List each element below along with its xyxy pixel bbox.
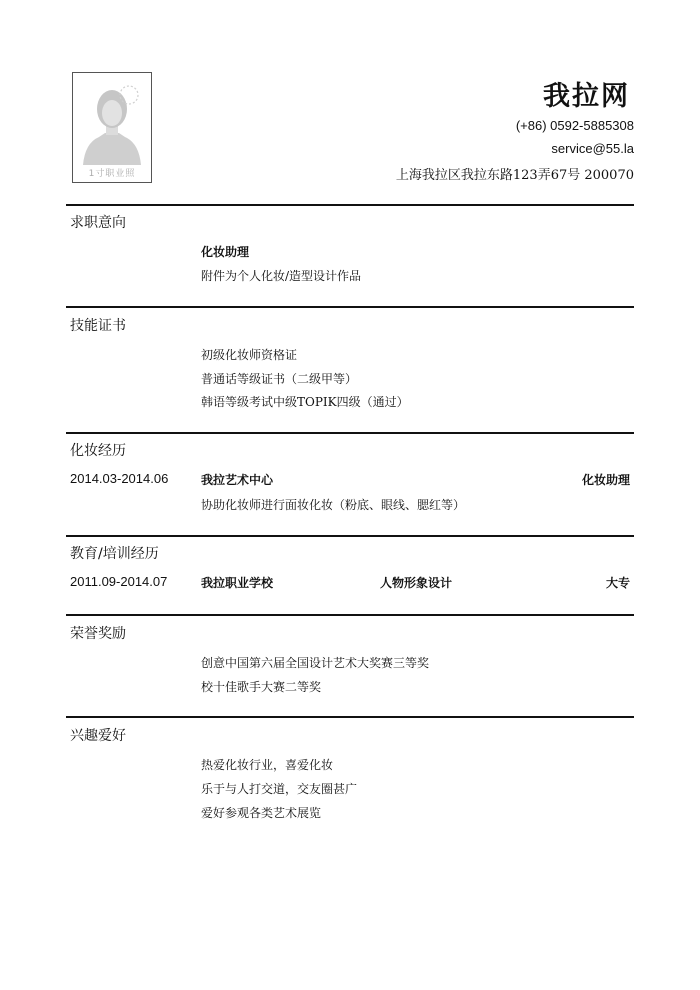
- section-divider: [66, 306, 634, 308]
- honor-item: 校十佳歌手大赛二等奖: [201, 680, 322, 694]
- profile-photo: [72, 72, 152, 183]
- contact-email: service@55.la: [551, 141, 634, 156]
- hobbies-title: 兴趣爱好: [70, 728, 126, 744]
- objective-note: 附件为个人化妆/造型设计作品: [201, 269, 362, 283]
- hobby-item: 乐于与人打交道，交友圈甚广: [201, 782, 358, 796]
- honor-item: 创意中国第六届全国设计艺术大奖赛三等奖: [201, 656, 430, 670]
- education-title: 教育/培训经历: [70, 546, 159, 562]
- education-major: 人物形象设计: [380, 576, 453, 590]
- experience-title: 化妆经历: [70, 443, 126, 459]
- contact-phone: (+86) 0592-5885308: [515, 118, 634, 133]
- hobby-item: 爱好参观各类艺术展览: [201, 806, 322, 820]
- contact-address: 上海我拉区我拉东路123弄67号 200070: [395, 168, 634, 183]
- skill-item: 初级化妆师资格证: [201, 348, 298, 362]
- honors-title: 荣誉奖励: [70, 626, 126, 642]
- education-school: 我拉职业学校: [201, 576, 274, 590]
- experience-role: 化妆助理: [581, 473, 630, 487]
- section-divider: [66, 716, 634, 718]
- section-divider: [66, 614, 634, 616]
- experience-date: 2014.03-2014.06: [70, 471, 169, 486]
- photo-label: 1寸职业照: [88, 169, 136, 179]
- candidate-name: 我拉网: [543, 81, 630, 112]
- section-divider: [66, 204, 634, 206]
- objective-title: 求职意向: [70, 215, 126, 231]
- section-divider: [66, 432, 634, 434]
- hobby-item: 热爱化妆行业，喜爱化妆: [201, 758, 334, 772]
- education-degree: 大专: [605, 576, 630, 590]
- skills-title: 技能证书: [70, 318, 126, 334]
- section-divider: [66, 535, 634, 537]
- experience-desc: 协助化妆师进行面妆化妆（粉底、眼线、腮红等）: [201, 498, 466, 512]
- skill-item: 韩语等级考试中级TOPIK四级（通过）: [201, 395, 409, 409]
- skill-item: 普通话等级证书（二级甲等）: [201, 372, 358, 386]
- education-date: 2011.09-2014.07: [70, 574, 168, 589]
- objective-position: 化妆助理: [201, 245, 250, 259]
- experience-org: 我拉艺术中心: [201, 473, 274, 487]
